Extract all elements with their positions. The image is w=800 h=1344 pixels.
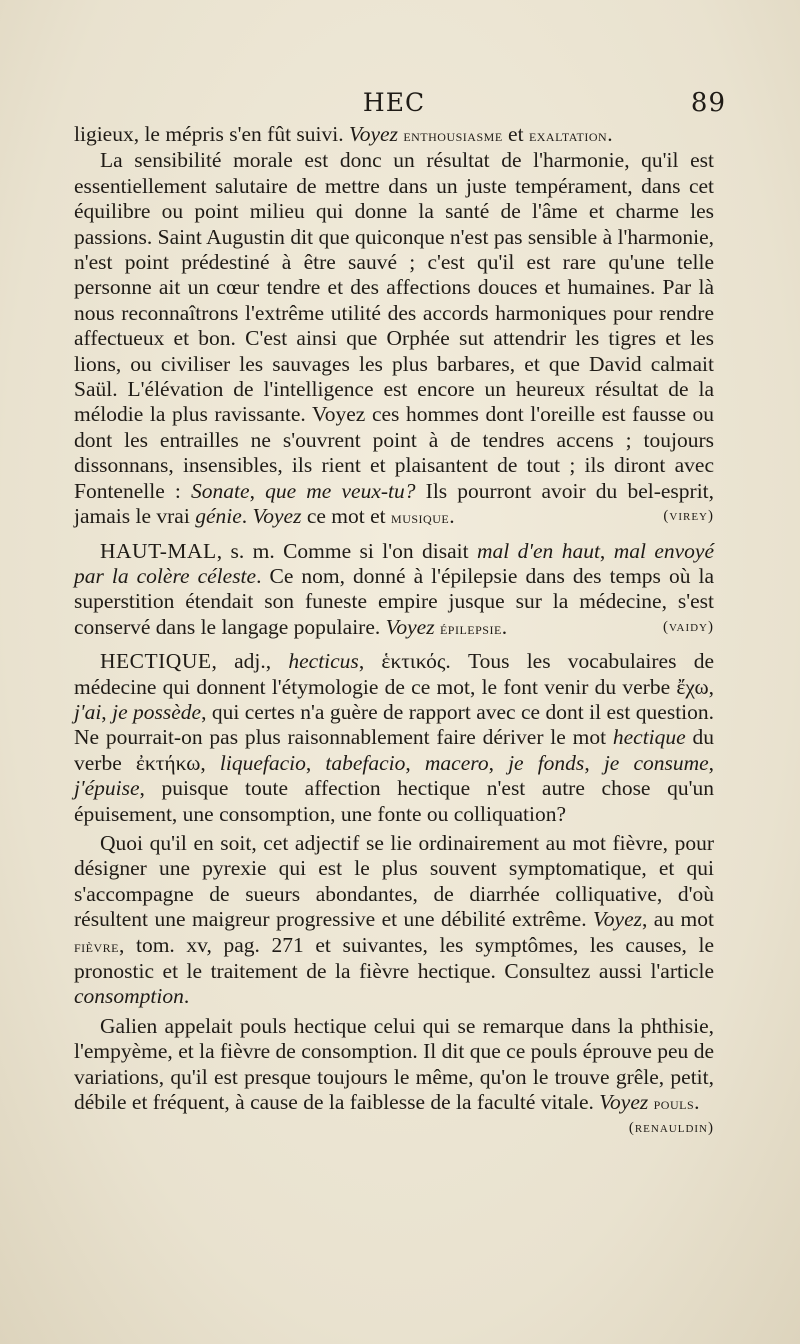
italic-text: tabefacio [325,750,406,775]
cross-reference: enthousiasme [403,126,503,145]
italic-text: Voyez [599,1090,649,1115]
entry-haut-mal [74,539,714,642]
text-run: , au mot [641,907,714,932]
cross-reference: fièvre [74,936,119,956]
text-run: , [584,750,604,775]
text-run: , [599,538,614,563]
text-run: du verbe ἐκτήκω, [74,725,714,775]
text-run: ligieux, le mépris s'en fût suivi. [74,122,349,146]
text-run: . [607,122,613,146]
text-run: et [502,122,529,146]
italic-text: Voyez [593,907,642,932]
text-run: . [449,504,455,529]
paragraph-fievre-hectique [74,831,714,1010]
text-run: , s. m. Comme si l'on disait [216,538,478,563]
text-run: , puisque toute affection hectique n'est autre chose qu'un épuisement, une consomption, une fonte ou colliquation? [74,776,714,826]
italic-text: je fonds [508,750,585,775]
paragraph-continuation [74,122,714,148]
italic-text: mal envoyé par la colère céleste [74,538,715,588]
author-signature: (vaidy) [662,618,714,635]
running-head [74,88,726,122]
text-run: . Ce nom, donné à l'épilepsie dans des temps où la superstition étendait son funeste empire jusque sur la médecine, s'est conservé dans le langage populaire. [74,563,714,639]
text-run: , [708,750,715,775]
italic-text: Voyez [348,122,398,146]
italic-text: mal d'en haut [477,538,600,563]
text-run: Quoi qu'il en soit, cet adjectif se lie ordinairement au mot fièvre, pour désigner une pyrexie qui est le plus souvent symptomatique, et qui s'accompagne de sueurs abondantes, de diarrhée colliquative, d'où résultent une maigreur progressive et une débilité extrême. [74,830,714,932]
italic-text: hectique [612,725,686,750]
text-run: , ἑκτικός. Tous les vocabulaires de médecine qui donnent l'étymologie de ce mot, le font venir du verbe ἔχω, [74,649,714,699]
body-text [74,122,715,1137]
italic-text: macero [424,750,489,775]
paragraph-harmonie [74,148,714,530]
running-head-title: HEC [362,88,426,117]
italic-text: génie [195,504,242,529]
text-run: . [694,1090,700,1115]
text-run: ce mot et [301,504,392,529]
paragraph-pouls-hectique [74,1013,714,1137]
text-run: Galien appelait pouls hectique celui qui se remarque dans la phthisie, l'empyème, et la fièvre de consomption. Il dit que ce pouls éprouve peu de variations, qu'il est presque toujours le même, qu'on le trouve grêle, petit, débile et fréquent, à cause de la faiblesse de la faculté vitale. [74,1013,714,1115]
text-run: , [405,750,425,775]
entry-headword: HAUT-MAL [100,538,217,563]
italic-text: je consume [603,750,709,775]
italic-text: liquefacio [219,750,306,775]
italic-text: j'épuise [74,776,140,801]
page-number: 89 [690,88,726,118]
italic-text: Voyez [385,614,435,639]
italic-text: consomption [74,984,184,1009]
text-run: Ils pourront avoir du bel-esprit, jamais le vrai [74,478,715,529]
text-run: . [183,984,190,1009]
italic-text: je possède [112,699,202,724]
entry-hectique [74,649,714,827]
entry-headword: HECTIQUE [100,649,212,674]
text-run: , tom. xv, pag. 271 et suivantes, les symptômes, les causes, le pronostic et le traitement de la fièvre hectique. Consultez aussi l'article [74,932,714,983]
italic-text: Sonate [191,478,250,503]
italic-text: hecticus [288,649,359,674]
text-run: , [305,750,326,775]
author-signature: (renauldin) [628,1120,714,1137]
italic-text: j'ai [74,699,102,724]
author-signature: (virey) [663,508,714,525]
text-run: , qui certes n'a guère de rapport avec ce dont il est question. Ne pourrait-on pas plus raisonnablement faire dériver le mot [74,699,715,750]
text-run: La sensibilité morale est donc un résultat de l'harmonie, qu'il est essentiellement salutaire de mettre dans un juste tempérament, dans cet équilibre ou point milieu qui donne la santé de l'âme et charme les passions. Saint Augustin dit que quiconque n'est pas sensible à l'harmonie, n'est point prédestiné à être sauvé ; c'est qu'il est rare qu'une telle personne ait un cœur tendre et des affections douces et humaines. Par là nous reconnaîtrons l'extrême utilité des accords harmoniques pour rendre affectueux et bon. C'est ainsi que Orphée sut attendrir les tigres et les lions, ou civiliser les sauvages les plus barbares, et que David calmait Saül. L'élévation de l'intelligence est encore un heureux résultat de la mélodie la plus ravissante. Voyez ces hommes dont l'oreille est fausse ou dont les entrailles ne s'ouvrent point à de tendres accens ; toujours dissonnans, insensibles, ils rient et plaisantent de tout ; ils diront avec Fontenelle : [74,148,714,503]
text-run: , [488,750,509,775]
italic-text: Voyez [252,504,302,529]
text-run: , [249,478,266,503]
cross-reference: musique [391,508,450,528]
italic-text: que me veux-tu? [265,478,416,503]
text-run: , adj., [211,649,289,674]
text-run: , [101,699,113,724]
text-run: . [501,614,508,639]
cross-reference: épilepsie [439,618,502,638]
cross-reference: pouls [653,1094,695,1114]
cross-reference: exaltation [528,126,608,145]
text-run: . [241,504,253,529]
